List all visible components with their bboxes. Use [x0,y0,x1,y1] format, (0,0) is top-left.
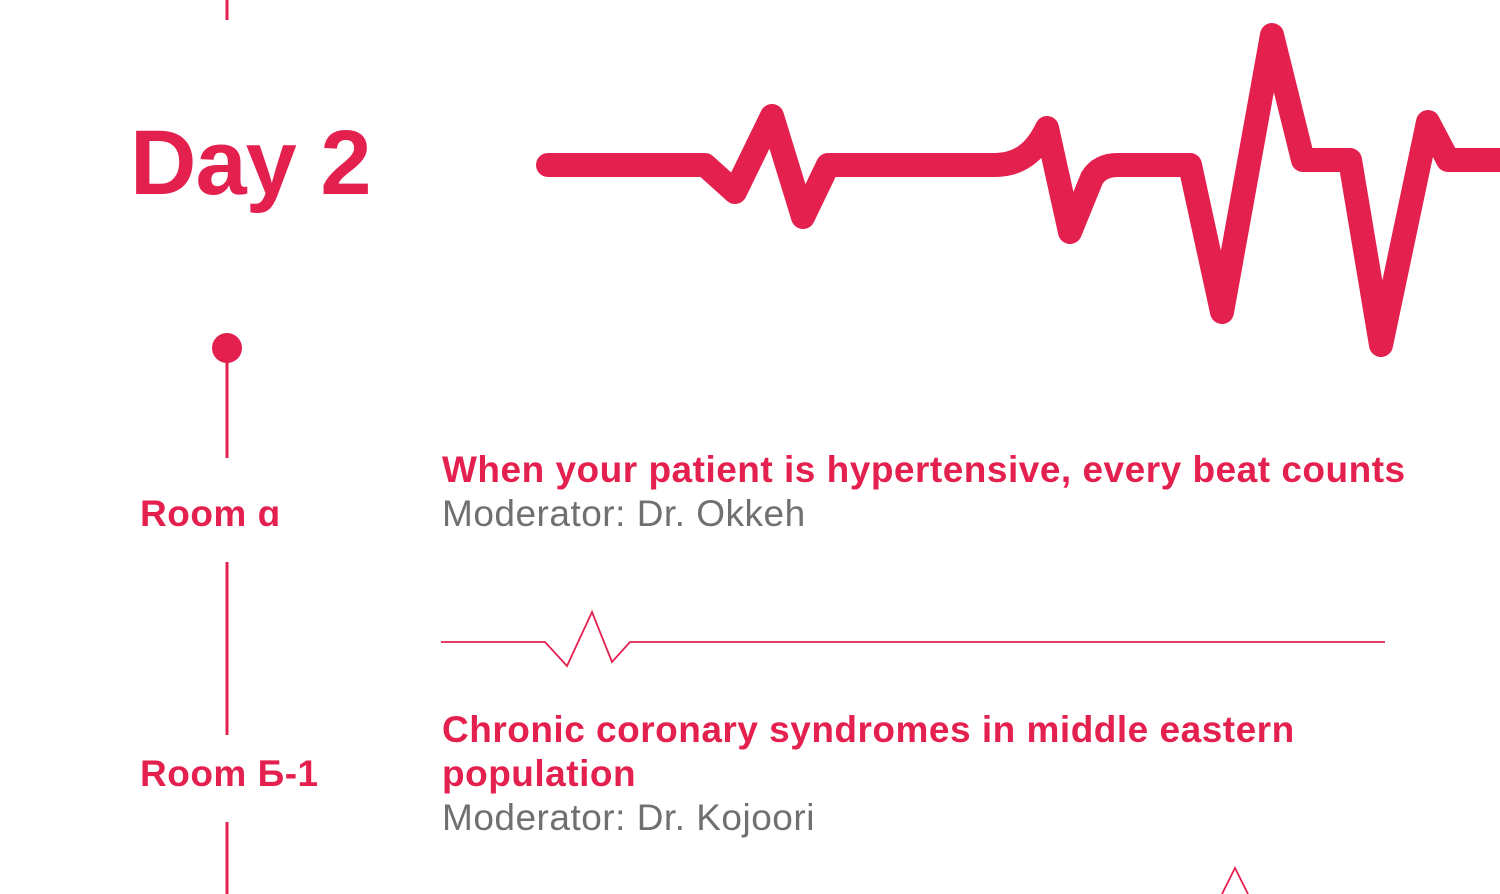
day-title: Day 2 [130,112,371,214]
session-title: When your patient is hypertensive, every beat counts [442,449,1406,490]
room-label-b1: Room Б-1 [140,753,319,794]
session-moderator: Moderator: Dr. Kojoori [442,797,815,838]
heartbeat-line-icon [548,35,1500,345]
session-item [442,448,1442,536]
room-label-alpha: Room ɑ [140,493,281,534]
timeline-dot [212,333,242,363]
session-moderator: Moderator: Dr. Okkeh [442,493,806,534]
session-item [442,708,1442,840]
heartbeat-divider-partial-icon [1222,868,1248,894]
session-title: Chronic coronary syndromes in middle eastern population [442,709,1295,794]
heartbeat-divider-icon [441,612,1385,666]
